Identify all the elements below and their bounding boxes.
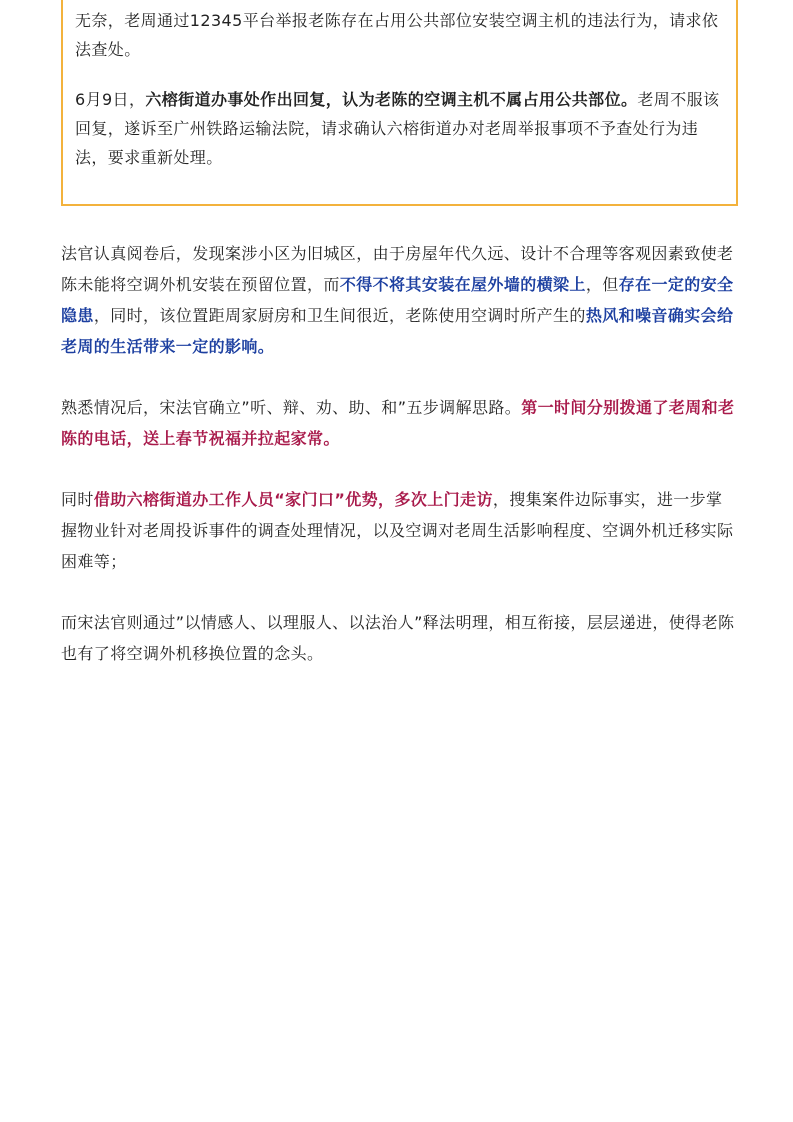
quote-box — [61, 0, 738, 206]
quote-bold-text: 六榕街道办事处作出回复，认为老陈的空调主机不属占用公共部位。 — [145, 90, 638, 109]
paragraph-2 — [61, 392, 738, 454]
article-content — [61, 0, 738, 669]
quote-paragraph-2 — [75, 85, 724, 172]
highlight-blue: 热风和噪音确实会给老周的生活带来一定的影响。 — [61, 306, 734, 356]
body-text: ，搜集案件边际事实，进一步掌握物业针对老周投诉事件的调查处理情况，以及空调对老周生活影响程度、空调外机迁移实际困难等； — [61, 490, 734, 571]
body-text: 法官认真阅卷后，发现案涉小区为旧城区，由于房屋年代久远、设计不合理等客观因素致使老陈未能将空调外机安装在预留位置，而 — [61, 244, 734, 294]
highlight-blue: 不得不将其安装在屋外墙的横梁上 — [339, 275, 586, 294]
body-text: ，但 — [585, 275, 619, 294]
body-text: 熟悉情况后，宋法官确立”听、辩、劝、助、和”五步调解思路。 — [61, 398, 522, 417]
quote-text: 6月9日， — [75, 90, 146, 109]
highlight-blue: 存在一定的安全隐患 — [61, 275, 734, 325]
paragraph-3 — [61, 484, 738, 577]
paragraph-4 — [61, 607, 738, 669]
highlight-red: 第一时间分别拨通了老周和老陈的电话，送上春节祝福并拉起家常。 — [61, 398, 735, 448]
body-text: 而宋法官则通过”以情感人、以理服人、以法治人”释法明理，相互衔接，层层递进，使得老陈也有了将空调外机移换位置的念头。 — [61, 613, 735, 663]
paragraph-1 — [61, 238, 738, 362]
body-text: ，同时，该位置距周家厨房和卫生间很近，老陈使用空调时所产生的 — [93, 306, 586, 325]
quote-text: 老周不服该回复，遂诉至广州铁路运输法院，请求确认六榕街道办对老周举报事项不予查处行为违法，要求重新处理。 — [75, 90, 720, 167]
highlight-red: 借助六榕街道办工作人员“家门口”优势，多次上门走访 — [93, 490, 493, 509]
quote-text: 无奈，老周通过12345平台举报老陈存在占用公共部位安装空调主机的违法行为，请求依法查处。 — [75, 11, 719, 59]
quote-paragraph-1 — [75, 6, 724, 64]
body-text: 同时 — [61, 490, 94, 509]
